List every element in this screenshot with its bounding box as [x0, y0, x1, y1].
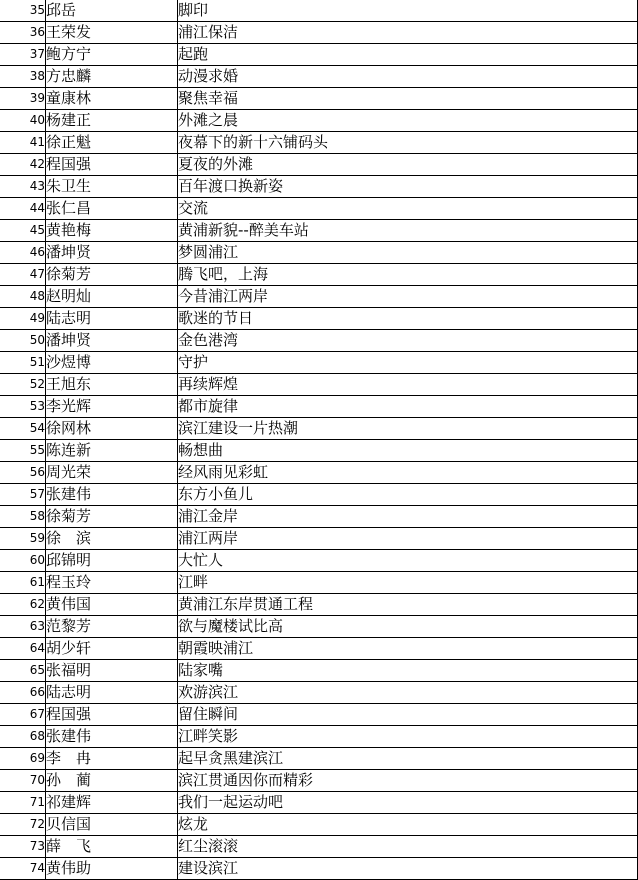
author-name-cell: 赵明灿 — [46, 286, 178, 308]
table-row — [0, 0, 638, 22]
table-row — [0, 660, 638, 682]
author-name-cell: 徐正魁 — [46, 132, 178, 154]
work-title-cell: 江畔笑影 — [178, 726, 638, 748]
table-row — [0, 374, 638, 396]
author-name-cell: 徐网林 — [46, 418, 178, 440]
author-name-cell: 杨建正 — [46, 110, 178, 132]
entry-number-cell: 48 — [0, 286, 46, 308]
work-title-cell: 歌迷的节日 — [178, 308, 638, 330]
table-row — [0, 726, 638, 748]
author-name-cell: 程国强 — [46, 154, 178, 176]
work-title-cell: 浦江金岸 — [178, 506, 638, 528]
entry-number-cell: 38 — [0, 66, 46, 88]
table-row — [0, 792, 638, 814]
table-row — [0, 572, 638, 594]
entry-number-cell: 56 — [0, 462, 46, 484]
table-row — [0, 22, 638, 44]
author-name-cell: 程国强 — [46, 704, 178, 726]
work-title-cell: 朝霞映浦江 — [178, 638, 638, 660]
entry-number-cell: 46 — [0, 242, 46, 264]
entry-number-cell: 62 — [0, 594, 46, 616]
entry-number-cell: 70 — [0, 770, 46, 792]
work-title-cell: 滨江建设一片热潮 — [178, 418, 638, 440]
work-title-cell: 再续辉煌 — [178, 374, 638, 396]
entry-number-cell: 52 — [0, 374, 46, 396]
table-row — [0, 484, 638, 506]
work-title-cell: 金色港湾 — [178, 330, 638, 352]
work-title-cell: 江畔 — [178, 572, 638, 594]
work-title-cell: 大忙人 — [178, 550, 638, 572]
entry-number-cell: 44 — [0, 198, 46, 220]
table-row — [0, 594, 638, 616]
work-title-cell: 红尘滚滚 — [178, 836, 638, 858]
author-name-cell: 王荣发 — [46, 22, 178, 44]
author-name-cell: 陆志明 — [46, 682, 178, 704]
work-title-cell: 东方小鱼儿 — [178, 484, 638, 506]
table-row — [0, 550, 638, 572]
table-row — [0, 770, 638, 792]
author-name-cell: 张福明 — [46, 660, 178, 682]
work-title-cell: 脚印 — [178, 0, 638, 22]
table-row — [0, 748, 638, 770]
author-name-cell: 张建伟 — [46, 484, 178, 506]
entry-number-cell: 57 — [0, 484, 46, 506]
author-name-cell: 祁建辉 — [46, 792, 178, 814]
entry-number-cell: 71 — [0, 792, 46, 814]
table-row — [0, 528, 638, 550]
table-row — [0, 418, 638, 440]
author-name-cell: 黄伟国 — [46, 594, 178, 616]
work-title-cell: 浦江保洁 — [178, 22, 638, 44]
author-name-cell: 李 冉 — [46, 748, 178, 770]
work-title-cell: 留住瞬间 — [178, 704, 638, 726]
table-row — [0, 176, 638, 198]
author-name-cell: 贝信国 — [46, 814, 178, 836]
work-title-cell: 腾飞吧，上海 — [178, 264, 638, 286]
work-title-cell: 夜幕下的新十六铺码头 — [178, 132, 638, 154]
entry-number-cell: 54 — [0, 418, 46, 440]
work-title-cell: 交流 — [178, 198, 638, 220]
table-row — [0, 44, 638, 66]
author-name-cell: 童康林 — [46, 88, 178, 110]
table-row — [0, 836, 638, 858]
author-name-cell: 陆志明 — [46, 308, 178, 330]
table-row — [0, 616, 638, 638]
entry-number-cell: 36 — [0, 22, 46, 44]
table-row — [0, 198, 638, 220]
author-name-cell: 朱卫生 — [46, 176, 178, 198]
author-name-cell: 黄艳梅 — [46, 220, 178, 242]
entry-number-cell: 51 — [0, 352, 46, 374]
entry-number-cell: 37 — [0, 44, 46, 66]
author-name-cell: 孙 蔺 — [46, 770, 178, 792]
entry-number-cell: 35 — [0, 0, 46, 22]
table-row — [0, 440, 638, 462]
work-title-cell: 今昔浦江两岸 — [178, 286, 638, 308]
entry-number-cell: 73 — [0, 836, 46, 858]
table-row — [0, 462, 638, 484]
entry-number-cell: 66 — [0, 682, 46, 704]
entry-number-cell: 42 — [0, 154, 46, 176]
author-name-cell: 徐 滨 — [46, 528, 178, 550]
table-row — [0, 396, 638, 418]
work-title-cell: 动漫求婚 — [178, 66, 638, 88]
work-title-cell: 黄浦新貌--醉美车站 — [178, 220, 638, 242]
author-name-cell: 鲍方宁 — [46, 44, 178, 66]
work-title-cell: 陆家嘴 — [178, 660, 638, 682]
entry-number-cell: 55 — [0, 440, 46, 462]
author-name-cell: 陈连新 — [46, 440, 178, 462]
work-title-cell: 起早贪黑建滨江 — [178, 748, 638, 770]
entry-number-cell: 65 — [0, 660, 46, 682]
table-row — [0, 264, 638, 286]
work-title-cell: 经风雨见彩虹 — [178, 462, 638, 484]
author-name-cell: 沙煜博 — [46, 352, 178, 374]
entry-number-cell: 49 — [0, 308, 46, 330]
table-row — [0, 66, 638, 88]
entry-number-cell: 47 — [0, 264, 46, 286]
author-name-cell: 程玉玲 — [46, 572, 178, 594]
work-title-cell: 炫龙 — [178, 814, 638, 836]
work-title-cell: 都市旋律 — [178, 396, 638, 418]
author-name-cell: 邱岳 — [46, 0, 178, 22]
author-name-cell: 张仁昌 — [46, 198, 178, 220]
table-row — [0, 154, 638, 176]
author-name-cell: 黄伟助 — [46, 858, 178, 880]
work-title-cell: 聚焦幸福 — [178, 88, 638, 110]
table-row — [0, 704, 638, 726]
work-title-cell: 百年渡口换新姿 — [178, 176, 638, 198]
author-name-cell: 周光荣 — [46, 462, 178, 484]
entry-number-cell: 69 — [0, 748, 46, 770]
table-row — [0, 352, 638, 374]
work-title-cell: 我们一起运动吧 — [178, 792, 638, 814]
author-name-cell: 王旭东 — [46, 374, 178, 396]
author-name-cell: 潘坤贤 — [46, 242, 178, 264]
entry-number-cell: 60 — [0, 550, 46, 572]
table-row — [0, 242, 638, 264]
table-row — [0, 132, 638, 154]
entry-number-cell: 50 — [0, 330, 46, 352]
work-title-cell: 外滩之晨 — [178, 110, 638, 132]
author-name-cell: 徐菊芳 — [46, 506, 178, 528]
table-row — [0, 286, 638, 308]
author-name-cell: 邱锦明 — [46, 550, 178, 572]
table-row — [0, 506, 638, 528]
entry-number-cell: 58 — [0, 506, 46, 528]
entry-number-cell: 67 — [0, 704, 46, 726]
entry-number-cell: 43 — [0, 176, 46, 198]
table-row — [0, 110, 638, 132]
work-title-cell: 守护 — [178, 352, 638, 374]
work-title-cell: 夏夜的外滩 — [178, 154, 638, 176]
entry-number-cell: 64 — [0, 638, 46, 660]
entry-number-cell: 74 — [0, 858, 46, 880]
entry-number-cell: 41 — [0, 132, 46, 154]
table-row — [0, 88, 638, 110]
work-title-cell: 浦江两岸 — [178, 528, 638, 550]
author-name-cell: 李光辉 — [46, 396, 178, 418]
work-title-cell: 畅想曲 — [178, 440, 638, 462]
author-name-cell: 徐菊芳 — [46, 264, 178, 286]
entry-number-cell: 72 — [0, 814, 46, 836]
work-title-cell: 起跑 — [178, 44, 638, 66]
work-title-cell: 建设滨江 — [178, 858, 638, 880]
entry-number-cell: 59 — [0, 528, 46, 550]
author-name-cell: 张建伟 — [46, 726, 178, 748]
entry-number-cell: 53 — [0, 396, 46, 418]
table-row — [0, 330, 638, 352]
work-title-cell: 欲与魔楼试比高 — [178, 616, 638, 638]
entry-number-cell: 39 — [0, 88, 46, 110]
entry-number-cell: 61 — [0, 572, 46, 594]
work-title-cell: 欢游滨江 — [178, 682, 638, 704]
entry-number-cell: 63 — [0, 616, 46, 638]
entry-number-cell: 68 — [0, 726, 46, 748]
author-name-cell: 方忠麟 — [46, 66, 178, 88]
table-row — [0, 220, 638, 242]
table-row — [0, 682, 638, 704]
work-title-cell: 黄浦江东岸贯通工程 — [178, 594, 638, 616]
table-row — [0, 638, 638, 660]
author-name-cell: 范黎芳 — [46, 616, 178, 638]
table-row — [0, 858, 638, 880]
work-title-cell: 梦圆浦江 — [178, 242, 638, 264]
entry-number-cell: 40 — [0, 110, 46, 132]
author-name-cell: 潘坤贤 — [46, 330, 178, 352]
author-name-cell: 胡少轩 — [46, 638, 178, 660]
table-row — [0, 308, 638, 330]
work-title-cell: 滨江贯通因你而精彩 — [178, 770, 638, 792]
author-name-cell: 薛 飞 — [46, 836, 178, 858]
entry-number-cell: 45 — [0, 220, 46, 242]
table-row — [0, 814, 638, 836]
